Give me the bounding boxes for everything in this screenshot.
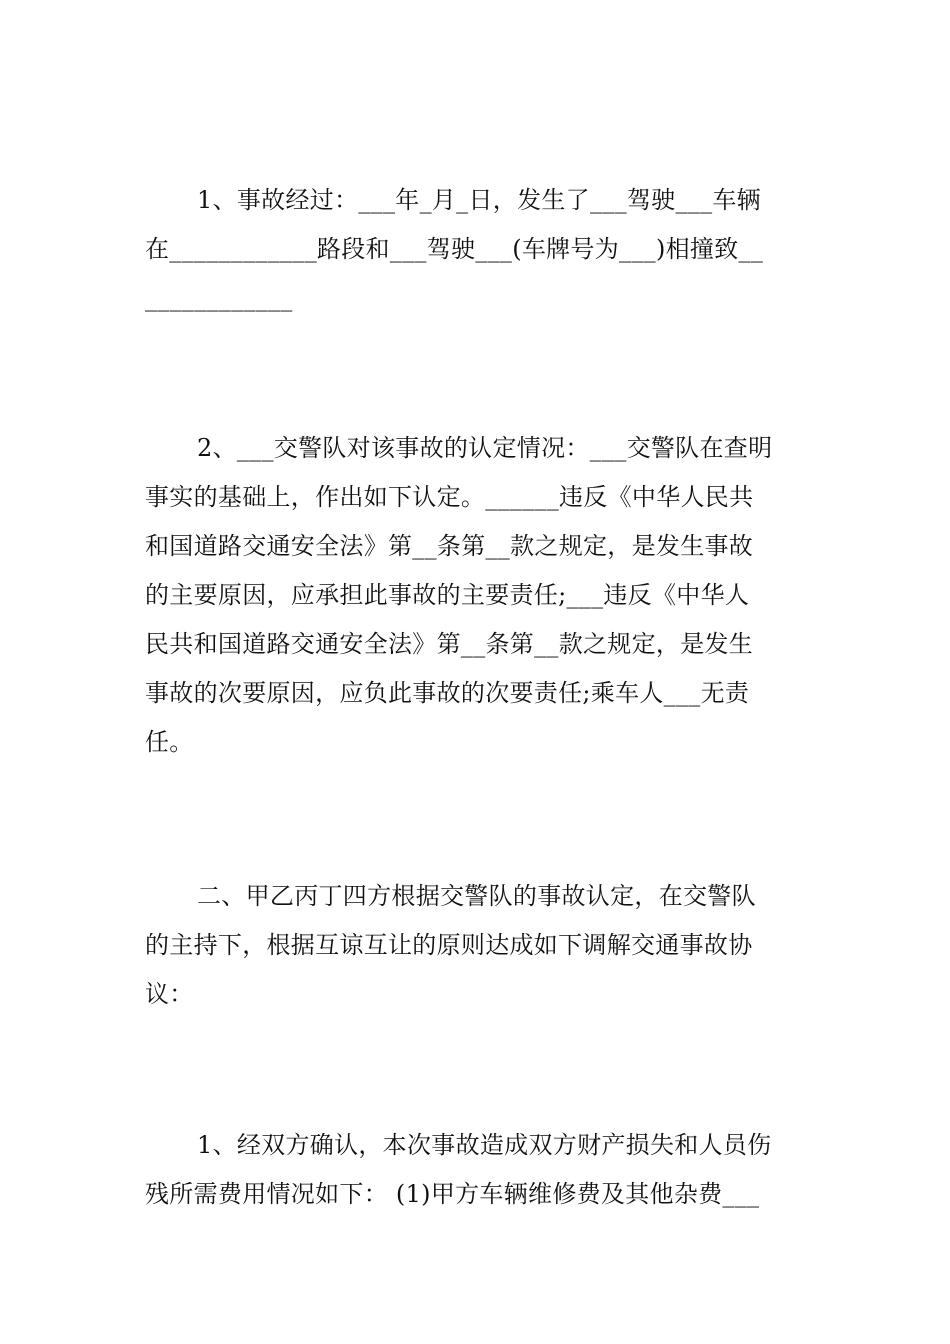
paragraph-cost-confirmation bbox=[145, 1121, 807, 1219]
paragraph-line: 民共和国道路交通安全法》第__条第__款之规定，是发生 bbox=[145, 630, 754, 658]
paragraph-line: 事故的次要原因，应负此事故的次要责任;乘车人___无责 bbox=[145, 679, 750, 707]
paragraph-line: 事实的基础上，作出如下认定。______违反《中华人民共 bbox=[145, 483, 754, 511]
paragraph-line: 和国道路交通安全法》第__条第__款之规定，是发生事故 bbox=[145, 532, 754, 560]
paragraph-mediation-agreement bbox=[145, 872, 807, 1019]
paragraph-police-determination bbox=[145, 424, 807, 767]
paragraph-line: 任。 bbox=[145, 728, 194, 756]
paragraph-line: ____________ bbox=[145, 284, 293, 312]
paragraph-line: 2、___交警队对该事故的认定情况：___交警队在查明 bbox=[197, 434, 773, 462]
paragraph-line: 议： bbox=[145, 980, 194, 1008]
paragraph-line: 1、经双方确认，本次事故造成双方财产损失和人员伤 bbox=[197, 1131, 772, 1159]
paragraph-line: 1、事故经过：___年_月_日，发生了___驾驶___车辆 bbox=[197, 186, 761, 214]
paragraph-line: 残所需费用情况如下： (1)甲方车辆维修费及其他杂费___ bbox=[145, 1180, 760, 1208]
paragraph-accident-process bbox=[145, 176, 807, 323]
paragraph-line: 在____________路段和___驾驶___(车牌号为___)相撞致__ bbox=[145, 235, 764, 263]
paragraph-line: 的主要原因，应承担此事故的主要责任;___违反《中华人 bbox=[145, 581, 750, 609]
paragraph-line: 的主持下，根据互谅互让的原则达成如下调解交通事故协 bbox=[145, 931, 753, 959]
paragraph-line: 二、甲乙丙丁四方根据交警队的事故认定，在交警队 bbox=[197, 882, 756, 910]
